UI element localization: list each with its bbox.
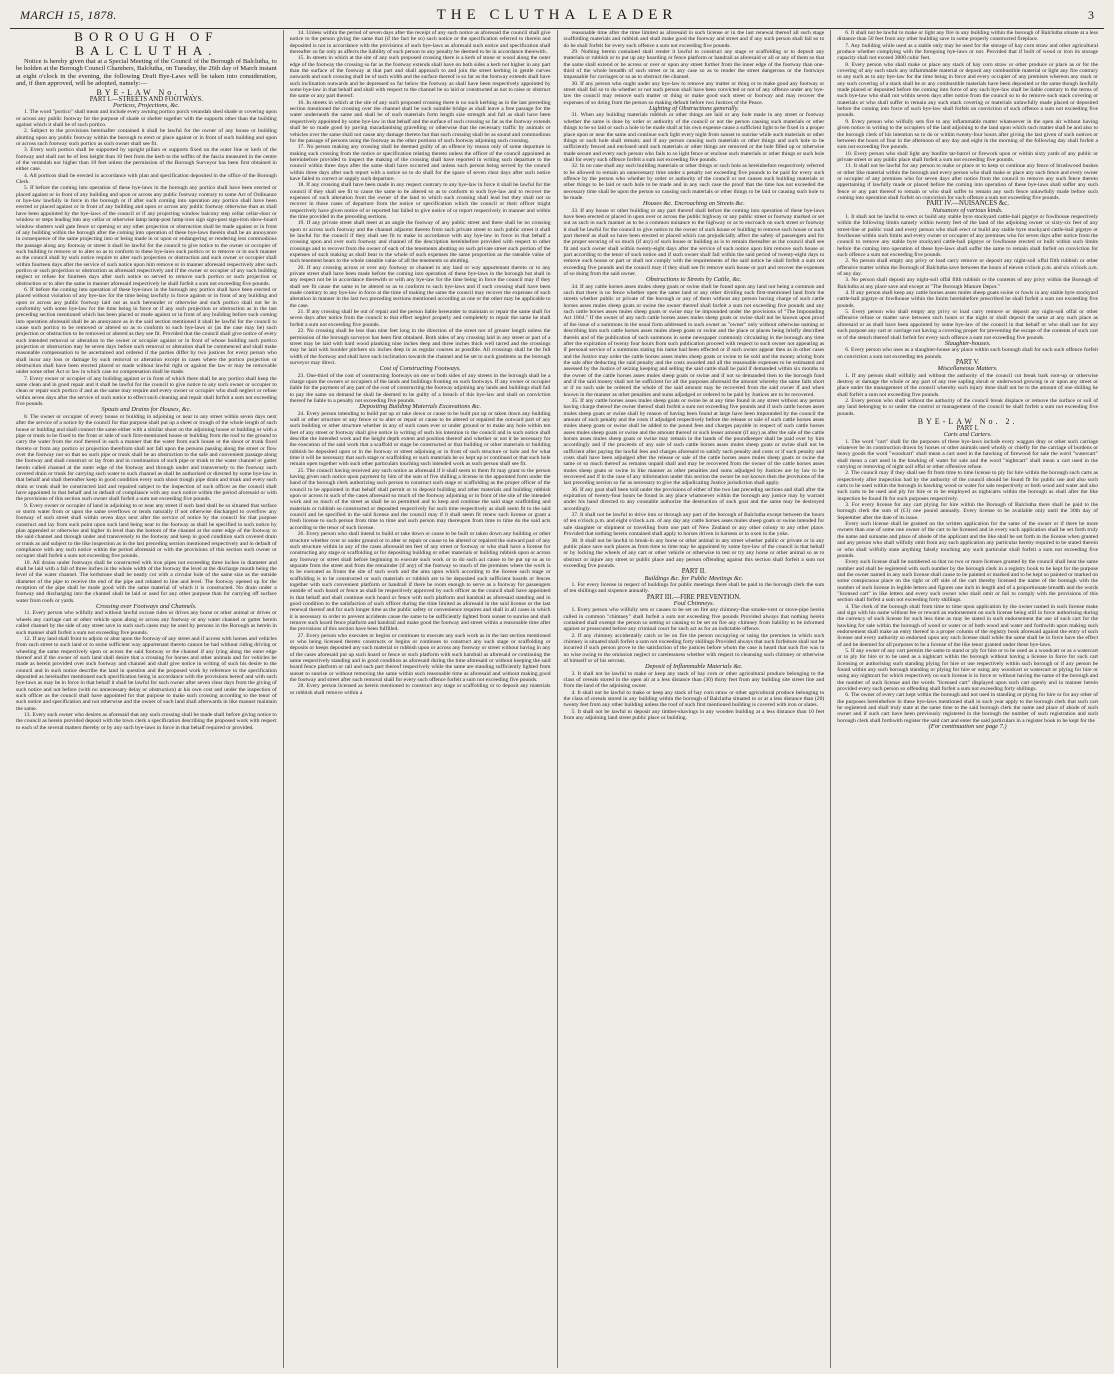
bye-law-paragraph: 3. For every license for any cart plying for hire within the Borough of Balclutha there shall be paid to the borough clerk the sum of (£1) one pound annually. Every license to be available only until the 30th day of September after the date of its issue. [837, 502, 1098, 521]
section-subheading: Porticos, Projections, &c. [113, 101, 180, 109]
bye-law-paragraph: 24. Every person intending to build put up or take down or cause to be built put up or taken down any building wall or other structure or any fence or to alter or repair or cause to be altered or repaired the outward part of any such building or other structure whether in any of such cases ever or under ground or to make any hole within ten feet of any street or footway shall give notice in writing of such his intention to the council and in such notice shall describe the intended work and the height depth extent and position thereof and whether or not it be necessary for the execution of the said work that a scaffold or stage be constructed or that building or other materials or building rubbish be deposited upon or in the footway or street adjoining or in front of such structure or hole and for what time it will be necessary that such stage or scaffolding or such materials be so kept up or continued or that such hole remain open together with such other particulars touching such intended work as such person shall see fit. [289, 410, 551, 468]
bye-law-paragraph: 31. When any building materials rubbish or other things are laid or any hole made in any street or footway whether the same is done by order or authority of the council or not the person causing such materials or other things to be so laid or such a hole to be made shall at his own expense cause a sufficient light to be fixed in a proper place upon or near the same and continue such light every night from sunset to sunrise while such materials or other things or such hole shall remain; and if any person causing such materials or other things and such hole to be sufficiently fenced and enclosed until such materials or other things are removed or the hole filled up or otherwise made secure and every such person who fails to so light fence or enclose such materials or other things or such hole shall for every such offence forfeit a sum not exceeding five pounds. [563, 112, 825, 163]
bye-law-paragraph: 5. Every person who shall empty any privy or load carry remove or deposit any night-soil offal or other offensive refuse or matter save between such hours or the night or shall deposit the same at any such place as aforesaid or as shall have been appointed by some bye-law of the council in that behalf or who shall use for any such purpose any cart or carriage not having a covering proper for preventing the escape of the contents of such cart or of the stench thereof shall forfeit for every such offence a sum not exceeding five pounds. [837, 309, 1098, 341]
column-1 [10, 30, 283, 1368]
column-2 [283, 30, 557, 1368]
part-heading: PART V. [955, 358, 980, 366]
bye-law-paragraph: 27. Every person who executes or begins or continues to execute any such work as in the last section mentioned or who being licensed thereto constructs or begins or continues to construct any such stage or scaffolding or deposits or keeps deposited any such material or rubbish upon or across any footway or street without having in any of the cases aforesaid put up such hoard or fence or such platform with such handrail as aforesaid or continuing the same respectively standing and in good condition as aforesaid during the time aforesaid or without keeping the said hoard fence platform or rail and such part thereof respectively while the same are standing sufficiently lighted from sunset to sunrise or without removing the same within such reasonable time as aforesaid and without making good the footway and street after such removal shall for every such offence forfeit a sum not exceeding five pounds. [289, 632, 551, 684]
section-subheading: Spouts and Drains for Houses, &c. [101, 406, 192, 414]
bye-law-paragraph: 12. If any land shall front to adjoin or abut upon the footway of any street and if access with horses and vehicles from such street to such land or to some sufficient way appurtenant thereto cannot be had without riding driving or wheeling the same respectively upon or across the said footway or the channel if any lying along the outer edge thereof and if the owner of such land shall desire that a crossing for horses and other animals and for vehicles be made as herein provided over such footway and channel and shall give notice in writing of such his desire to the council and in such notice describe the land in question and the proposed work by reference to the specification deposited as hereinafter mentioned such specification being in accordance with the provisions hereof and with such bye-laws as may be in force in that behalf it shall be lawful for such owner after seven clear days from the giving of such notice and not before (with no unnecessary delay or obstruction) at his own cost and under the inspection of such officer as the council shall have appointed for that purpose to make such crossing according to the tenor of such notice and specification and not otherwise and the owner of such land shall afterwards in like manner maintain the same. [16, 635, 277, 712]
bye-law-paragraph: 33. If any house or other building or any part thereof shall before the coming into operation of these bye-laws have been erected or placed in upon over or across the public highway or any public street or footway marked or set out as such in such manner as to be a common nuisance to the highway or as to encroach on such street or footway it shall be lawful for the council to give notice to the owner of such house or building to remove such house or such part thereof as shall so have been erected or placed which can prejudicially affect the safety of passengers and for the proper securing of so much (if any) of such house or building as is to remain thereafter as the council shall see fit and such owner shall within twenty-eight days after the service of such notice upon him remove such house or part according to the tenor of such notice and if such owner shall fail within the said period of twenty-eight days to remove such house or part or shall not comply with the requirements of the said notice he shall forfeit a sum not exceeding five pounds and the council may if they shall see fit remove such house or part and recover the expenses of so doing from the said owner. [563, 207, 825, 278]
bye-law-paragraph: 5. If before the coming into operation of these bye-laws in the borough any portico shall have been erected or placed against or in front of any building and upon or across any public footway contrary to some Act of Ordinance or bye-law lawfully in force in the borough or if after such coming into operation any portico shall have been erected or placed against or in front of any building and upon or across any public footway otherwise than as shall have been appointed by the bye-laws of the council or if any projecting window balcony step cellar cellar-door or window or steps leading into any cellar or otherwise lamp lamp-post lamp-iron sign sign-post sign-iron show-board window shutters wall gate fence or opening or any other projection or obstruction shall be made against or in front of any building within the borough after the coming into operation of these bye-laws therein shall be an annoyance in consequence of the same projecting into or being made in or upon or endangering or rendering less commodious the passage along any footway or street it shall be lawful for the council to give notice to the owner or occupier of such building to remove or to alter so as to conform to these bye-laws such portico or to remove or in such manner as the council shall by such notice require to alter such projection or obstruction and such owner or occupier shall within fourteen days after the service of such notice upon him remove or in manner aforesaid respectively alter such portico or such projection or obstruction as aforesaid respectively and if the owner or occupier of any such building neglect or refuse for fourteen days after such notice so served to remove such portico or such projection or obstruction or to alter the same in manner aforesaid respectively he shall forfeit a sum not exceeding five pounds. [16, 185, 277, 287]
column-3 [557, 30, 831, 1368]
bye-law-paragraph: Every such license shall be numbered so that no two or more licenses granted by the council shall bear the same number and shall be registered with such number by the borough clerk in a registry book to be kept for the purpose and the owner named in any such license shall cause to be painted or marked and to be kept so painted or marked on some conspicuous place on the right or off side of the cart thereby licensed the name of the borough with the number of such license in legible letters and figures one inch in length and of a proportionate breadth and the words "licensed cart" in like letters and every such owner who shall omit or fail to comply with the provisions of this section shall forfeit a sum not exceeding forty shillings. [837, 559, 1098, 604]
bye-law-paragraph: 2. No person shall empty any privy or load carry remove or deposit any night-soil offal filth rubbish or other offensive matter within the Borough of Balclutha save between the hours of eleven o'clock p.m. and six o'clock a.m. of any day. [837, 258, 1098, 278]
section-subheading: Houses &c. Encroaching on Streets &c. [642, 200, 745, 208]
section-subheading: Slaughter-houses. [944, 339, 991, 347]
bye-law-paragraph: 36. If any goat shall been told under the provisions of either of the two last preceding sections and shall after the expiration of twenty-four hours be found in any place whatsoever within the borough any justice may by warrant under his hand directed to any constable authorize the destruction of such goat and the same may be destroyed accordingly. [563, 486, 825, 512]
bye-law-paragraph: Every such license shall be granted on the written application for the same of the owner or if there be more owners than one of some one owner of the cart to be licensed and in every such application shall be set forth truly the name and surname and place of abode of the applicant and the like shall be set forth in the license when granted and any person who shall wilfully omit from any such application any particular hereby required to be stated therein or who shall wilfully state anything falsely touching any such particular shall forfeit a sum not exceeding five pounds. [837, 521, 1098, 559]
bye-law-paragraph: 4. It shall not be lawful to make or keep any stack of hay corn straw or other agricultural produce belonging to the class of cereals stored in any building within the borough of Balclutha situated to or at a less distance than (20) twenty feet from any other building unless the roof of such first mentioned building is covered with iron or slates. [563, 689, 825, 709]
bye-law-paragraph: 18. If any crossing shall have been made in any respect contrary to any bye-law in force it shall be lawful for the council if they shall see fit to cause the same to be altered so as to conform to such bye-law and to recover the expenses of such alteration from the owner of the land to which such crossing shall lead but they shall not so recover in those cases of departure from the notice or specification which the council or their officer might respectively have given notice of or reported but failed to give notice of or report respectively in manner and within the time provided in the preceding sections. [289, 182, 551, 220]
bye-law-paragraph: 7. Any building while used as a stable only may be used for the storage of hay corn straw and other agricultural produce whether complying with the foregoing bye-laws or not. Provided that if built of wood or iron its storage capacity shall not exceed 3000 cubic feet. [837, 42, 1098, 62]
bye-law-paragraph: 5. If any owner of any cart permits the same to stand or ply for hire or to be used as a woodcart or as a watercart or to ply for hire or to be used as a nightcart within the borough without having a license in force for such cart licensing or authorising such standing plying for hire or use respectively within such borough or if any person be found within any such borough standing or plying for hire or using any woodcart or watercart or plying for hire or using any nightcart for which respectively no such license is in force or without having the name of the borough and the number of such license and the words "licensed cart" displayed upon such cart openly and in manner herein provided every such person so offending shall forfeit a sum not exceeding forty shillings. [837, 648, 1098, 693]
bye-law-paragraph: 9. Every owner or occupier of land in adjoining to or near any street if such land shall be so situated that surface or storm water from or upon the same overflows or tends naturally if not otherwise discharged to overflow any footway of such street shall within seven days next after the service of notice by the council for that purpose construct and lay from such point upon such land being near to the footway as shall be specified in such notice by plan appended or otherwise and higher in level than the bottom of the channel at the outer edge of the footway to the said channel and through under and transversely to the footway and keep in good condition such covered drain or trunk as and subject to the like inspection as in the last preceding section mentioned respectively and in default of compliance with any such notice within the period aforesaid or with the provisions of this section such owner or occupier shall forfeit a sum not exceeding five pounds. [16, 502, 277, 560]
part-heading: PART I. [956, 424, 979, 432]
bye-law-paragraph: 10. All drains under footways shall be constructed with iron pipes not exceeding three inches in diameter and shall be laid with a fall of three inches in the whole width of the footway the level at the discharge mouth being the level of the water channel. The kerbstone shall be neatly cut with a circular hole of the same size as the outside diameter of the pipe to receive the end of the pipe and rebated to line and level. The footway opened up for the reception of the pipe shall be made good with the same material of which it is constructed. No drain under a footway and discharging into the channel shall be laid or used for any other purpose than for carrying off surface water from roofs or yards. [16, 559, 277, 604]
part-heading: PART I.—STREETS AND FOOTWAYS. [89, 95, 203, 103]
bye-law-paragraph: 2. The council may if they shall see fit from time to time license to ply for hire within the borough such carts as respectively after inspection had by the authority of the council should be found fit for public use and also such carts to be used within the borough in hawking wood or water for sale respectively or both wood and water and also such carts to be used and ply for hire or to be employed as nightcarts within the borough as shall after the like inspection be found fit for such purposes respectively. [837, 470, 1098, 502]
bye-law-paragraph: 21. If any crossing shall be out of repair and the person liable hereunder to maintain or repair the same shall for seven days after notice from the council to that effect neglect properly and completely to repair the same he shall forfeit a sum not exceeding five pounds. [289, 309, 551, 328]
section-subheading: Miscellaneous Matters. [937, 365, 998, 373]
bye-law-paragraph: 14. Unless within the period of seven days after the receipt of any such notice as aforesaid the council shall give notice to the person giving the same that (if the fact be so) such notice or the specification referred to therein and deposited is not in accordance with the provisions of such bye-laws as aforesaid such notice and specification shall thereafter so far only as affects the liability of such person to any penalty be deemed to be in accordance therewith. [289, 30, 551, 56]
bye-law-paragraph: 11. It shall not be lawful for any person to make or place or to keep or continue any fence of brushwood bushes or other like material within the borough and every person who shall make or place any such fence and every owner or occupier of any premises who for seven days after notice from the council to remove any such fence thereto appertaining if lawfully made or placed before the coming into operation of these bye-laws shall suffer any such fence or any part thereof to remain or who shall suffer to remain any such fence unlawfully made before such coming into operation shall forfeit on conviction for such offence a sum not exceeding five pounds. [837, 163, 1098, 201]
bye-law-paragraph: 35. If any cattle horses asses mules sheep goats or swine be at any time found in any street without any person having charge thereof the owner thereof shall forfeit a sum not exceeding five pounds and if such cattle horses asses mules sheep goats or swine shall by reason of having been found at large have been impounded by the council the amount of such penalty and the costs if adjudged respectively before the release or sale of such cattle horses asses mules sheep goats or swine shall be added to the pound fees and charges payable in respect of such cattle horses asses mules sheep goats or swine and the amount thereof or such lesser amount (if any) as after the sale of the cattle horses asses mules sheep goats or swine may remain in the hands of the poundkeeper shall be paid over by him accordingly and if the proceeds of any sale of such cattle horses asses mules sheep goats or swine shall not be sufficient after paying the lawful fees and charges aforesaid to satisfy such penalty and costs or if such penalty and costs shall have been adjudged after the release or sale of the cattle horses asses mules sheep goats or swine the same or so much thereof as remains unpaid shall and may be recovered from the owner of the cattle horses asses mules sheep goats or swine in like manner as other penalties and sums adjudged by Justices are by law to be recovered and if in the case of any information under this section the owner be not known then the provisions of the last preceding section so far as necessary to give the adjudicating Justice jurisdiction shall apply. [563, 397, 825, 487]
section-subheading: Carts and Carters. [943, 431, 992, 439]
bye-law-paragraph: 1. It shall not be lawful to erect or build any stable byre stockyard cattle-bail pigstye or fowlhouse respectively within the following limits namely within twenty feet of the land of the adjoining owner or sixty-six feet of any street-line or public road and every person who shall erect or build any stable byre stockyard cattle-bail pigstye or fowlhouse within such limits and every owner or occupier of any premises who for seven days after notice from the council to remove any stable byre stockyard cattle-bail pigstye or fowlhouse erected or built within such limits before the coming into operation of these bye-laws shall suffer the same to remain shall forfeit on conviction for such offence a sum not exceeding five pounds. [837, 213, 1098, 259]
bye-law-paragraph: 11. Every person who wilfully and without lawful excuse rides or drives any horse or other animal or drives or wheels any carriage cart or other vehicle upon along or across any footway or any water channel or gutter herein called channel by the side of any street save in such such cases may be used by persons in the Borough as herein in such manner shall forfeit a sum not exceeding five pounds. [16, 610, 277, 636]
bye-law-paragraph: 17. No person making any crossing shall be deemed guilty of an offence by reason only of some departure in making such crossing from the notice or specification relating thereto unless the officer of the council appointed as hereinbefore provided to inspect the making of the crossing shall have reported in writing such departure to the council within three days after the same shall have occurred and unless such person being served by the council within three days after such report with a notice so to do shall for the space of seven clear days after such notice have failed to correct or supply such departure. [289, 144, 551, 182]
notice-heading: BOROUGH OF BALCLUTHA. [74, 30, 219, 58]
section-subheading: Lighting of Obstructions generally. [648, 105, 739, 113]
section-subheading: Cost of Constructing Footways. [379, 365, 461, 373]
bye-law-paragraph: reasonable time after the time limited as aforesaid in such license or in the last renewal thereof all such stage scaffolding materials and rubbish and shall make good the footway and street and if any such person shall fail so to do he shall forfeit for every such offence a sum not exceeding five pounds. [563, 30, 825, 49]
bye-law-paragraph: 2. Every person who shall without the authority of the council break displace or remove the surface or soil of any land belonging to or under the control or management of the council he shall forfeit a sum not exceeding five pounds. [837, 397, 1098, 417]
bye-law-paragraph: 28. Every person licensed as herein mentioned to construct any stage or scaffolding or to deposit any materials or rubbish shall remove within a [289, 683, 551, 696]
bye-law-paragraph: 30. If any person who ought under any bye-law to remove any matter or thing or to make good any footway or street shall fail so to do whether or not such person shall have been convicted or not of any offence under any bye-law the council may remove such matter or thing or make good such street or footway and may recover the expenses of so doing from the person so making default before two Justices of the Peace. [563, 80, 825, 106]
bye-law-paragraph: 4. If any person shall keep any cattle horses asses mules sheep goats swine or fowls in any stable byre stockyard cattle-bail pigstye or fowlhouse within the limits hereinbefore prescribed he shall forfeit a sum not exceeding five pounds. [837, 290, 1098, 309]
section-subheading: Buildings &c. for Public Meetings &c. [644, 574, 744, 582]
bye-law-paragraph: 6. The owner of every cart kept within the borough and not used in standing or plying for hire or for any other of the purposes hereinbefore in these bye-laws mentioned shall in such year apply to the borough clerk that such cart be registered and shall truly state at the same time to the said borough clerk the name and place of abode of such owner and if such cart have been previously registered in the borough the number of such registration and such borough clerk shall forthwith register the said cart and enter the said particulars in a register book to be kept for the [837, 692, 1098, 724]
bye-law-paragraph: 25. The council having received any such notice as aforesaid if it shall seem to them fit may grant to the person having given such notice upon payment by him of the sum of five shilling a license in the appointed form under the hand of the borough clerk authorizing such person to construct such stage or scaffolding as the proper officer of the council to be appointed in that behalf shall permit or to deposit building and other materials and building rubbish upon or across in such of the cases aforesaid so much of the footway adjoining or in front of the site of the intended work and so much of the street as shall be so permitted and to keep and continue the said stage scaffolding and materials or rubbish so constructed or deposited respectively for such time respectively as shall seem fit to the said council and be specified in the said license and the council may if it shall seem fit renew such license or grant a fresh license to such person from time to time and such person may thereupon from time to time do the said acts according to the tenor of such license. [289, 467, 551, 531]
bye-law-paragraph: 1. Every person who wilfully sets or causes to be set on fire any chimney-flue smoke-vent or stove-pipe herein called in common "chimney" shall forfeit a sum not exceeding five pounds Provided always that nothing herein contained shall exempt the person so setting or causing to be set on fire any chimney from liability to be informed against or prosecuted before any criminal court for such act as for an indictable offence. [563, 607, 825, 633]
part-heading: PART IV.—NUISANCES &c. [926, 200, 1009, 208]
bye-law-paragraph: 1. If any person shall wilfully and without the authority of the council cut break bark root-up or otherwise destroy or damage the whole or any part of any tree sapling shrub or underwood growing in or upon any street or place under the management of the council whereby such injury done shall not be to the amount of one shilling he shall forfeit a sum not exceeding five pounds. [837, 372, 1098, 398]
bye-law-paragraph: 10. Every person who shall light any bonfire tar-barrel or firework upon or within sixty yards of any public or private street or any public place shall forfeit a sum not exceeding five pounds. [837, 150, 1098, 163]
bye-law-paragraph: 4. The clerk of the borough shall from time to time upon application by the owner named in such license make and sign with his name without fee or reward an endorsement on such license being still in force authorising during the currency of such license for such less time as may be stated in such endorsement the use of such cart for the hawking for sale within the borough of wood or water or of both wood and water and forthwith upon making such endorsement shall make an entry thereof in a proper column of the registry book aforesaid against the entry of such license and every authority so endorsed upon any such license shall while the same shall be in force have the effect of and be deemed for all purposes to be a license of the like tenor granted under these bye-laws. [837, 603, 1098, 648]
bye-law-paragraph: 8. The owner or occupier of every house or building in adjoining or near to any street within seven days next after the service of a notice by the council for that purpose shall put up a sheet or trough of the whole length of such house or building and shall connect the same either with a similar shoot on the adjoining house or building or with a pipe or trunk to be fixed to the front or side of such first-mentioned house or building from the roof to the ground to carry the water from the roof thereof in such a manner that the water from such house or the shoot or trunk fixed thereto or from any portico or projection therefrom shall not fall upon the persons passing along the street or flow over the footway nor so that no such pipe or trunk shall be an obstruction to the safe and convenient passage along the footway and shall construct or lay from and in continuation of such pipe or trunk to the water channel or gutter herein called channel at the outer edge of the footway and through under and transversely to the footway such covered drain or trunk for carrying such water to such channel as shall be authorised or directed by some bye-law in that behalf and shall thereafter keep in good condition every such shoot trough pipe drain and trunk and every such drain or trunk shall be constructed laid and repaired subject to the inspection of such officer as the council shall have appointed in that behalf and in default of compliance with any such notice within the period aforesaid or with the provisions of this section such owner shall forfeit a sum not exceeding five pounds. [16, 413, 277, 503]
bye-law-heading: BYE-LAW No. 1. [96, 87, 197, 97]
bye-law-paragraph: 6. Every person who uses as a slaughter-house any place within such borough shall for such such offence forfeit on conviction a sum not exceeding ten pounds. [837, 347, 1098, 360]
section-subheading: Obstructions to Streets by Cattle, &c. [645, 276, 742, 284]
bye-law-paragraph: 13. Every such owner who desires as aforesaid that any such crossing shall be made shall before giving notice to the council as herein provided deposit with the town clerk a specification describing the proposed work with respect to each of the several matters thereby or by any such bye-laws in force in that behalf required or provided. [16, 711, 277, 731]
bye-law-paragraph: 1. For every license in respect of buildings for public meetings there shall be paid to the borough clerk the sum of ten shillings and sixpence annually. [563, 581, 825, 595]
bye-law-paragraph: 1. The word "portico" shall mean and include every awning portico porch verandah shed shade or covering upon or across any public footway for the purpose of shade or shelter together with the supports other than the building against which it shall be of such portico. [16, 109, 277, 128]
section-subheading: Deposit of Inflammable Materials &c. [644, 663, 743, 671]
bye-law-heading: BYE-LAW No. 2. [917, 416, 1018, 426]
bye-law-paragraph: 22. No crossing shall be less than nine feet long in the direction of the street nor of greater length unless the permission of the borough surveyor has been first obtained. Both sides of any crossing laid in any street or part of a street may be laid with hard wood planking nine inches deep and three inches thick well tarred and the crossings may be laid with boulder pitchers six inches deep in as regular courses as possible. All crossings shall be the full width of the footway and shall have such inclination towards the channel and be set to such gradients as the borough surveyor may direct. [289, 328, 551, 366]
section-subheading: Nuisances of various kinds. [932, 206, 1003, 214]
bye-law-paragraph: 29. Nothing herein contained shall render it lawful to construct any stage or scaffolding or to deposit any materials or rubbish or to put up any hoarding or fence platform or handrail as aforesaid or all or any of them so that the same shall extend or be across or over or upon any street further from the inner edge of the footway than one-third of the whole breadth of such street or in any case so as to render the street dangerous or the footways impassable for carriages or so as to obstruct the channel. [563, 49, 825, 81]
bye-law-paragraph: 8. Every person who shall make or place any stack of hay corn straw or other produce or place as or for the covering of any such stack any inflammable material or deposit any combustible material or light any fire contrary to any such as to any bye-law for the time being in force and every occupier of any premises whereon any stack or any such covering of a stack shall be or any combustible materials have been deposited or the same though lawfully made placed or deposited before the coming into force of any such bye-law shall be liable contrary to the terms of such bye-law who shall not within seven days after notice from the council so to do remove such stack covering or materials or who shall suffer to remain any such stack covering or materials unlawfully made placed or deposited before the coming into force of such bye-law shall forfeit on conviction of such offence a sum not exceeding five pounds. [837, 61, 1098, 119]
bye-law-paragraph: 3. Every such portico shall be supported by upright pillars or supports fixed on the outer line or kerb of the footway and shall not be of less height than 10 feet from the kerb to the soffits of the fascia measured in the centre of the verandah nor higher than 10 feet unless the permission of the Borough Surveyor has been first obtained in either case. [16, 147, 277, 173]
section-subheading: Depositing Building Materials Excavations &c. [359, 403, 482, 411]
bye-law-paragraph: 2. Subject to the provisions hereinafter contained it shall be lawful for the owner of any house or building abutting upon any public footway within the borough to erect or place against or in front of such building and upon or across such footway such portico as such owner shall see fit. [16, 128, 277, 148]
newspaper-title: THE CLUTHA LEADER [436, 7, 678, 23]
text-columns [10, 30, 1104, 1368]
bye-law-paragraph: 2. If any chimney accidentally catch or be on fire the person occupying or using the premises in which such chimney is situated shall forfeit a sum not exceeding forty shillings Provided always that such forfeiture shall not be incurred if such person prove to the satisfaction of the justices before whom the case is heard that such fire was in no wise owing to the omission neglect or carelessness whether with respect to cleansing such chimney or otherwise of himself or of his servant. [563, 632, 825, 665]
bye-law-paragraph: 4. All porticos shall be erected in accordance with plan and specification deposited in the office of the Borough Clerk. [16, 172, 277, 186]
page-number: 3 [1088, 8, 1094, 22]
bye-law-paragraph: 19. If any private street shall meet at an angle the footway of any public street and there shall be no crossing upon or across such footway and the channel adjacent thereto from such private street to such public street it shall be lawful for the council if they shall see fit to make in accordance with any bye-law in force in that behalf a crossing upon and over such footway and channel of the description hereinbefore provided with respect to other crossings and to recover from the owner of each of the tenements abutting on such private street such portion of the expenses of such making as shall bear to the whole of such expenses the same proportion as the rateable value of such tenement bears to the whole rateable value of all the tenements so abutting. [289, 220, 551, 265]
masthead [10, 4, 1104, 29]
bye-law-paragraph: 6. If before the coming into operation of these bye-laws in the borough any portico shall have been erected or placed without violation of any bye-law for the time being lawfully in force against or in front of any building and upon or across any public footway laid out as such hereunder or otherwise and such portico shall not be in conformity with some bye-law for the time being in force or if any such projection or obstruction as in the last preceding section mentioned which has been placed or made against or in front of any building before such coming into operation aforesaid shall be an annoyance as in the said section mentioned it shall be lawful for the council to cause such portico to be removed or altered so as to conform to such bye-laws or (as the case may be) such projection or obstruction to be removed or altered as they see fit. Provided that the council shall give notice of every such intended removal or alteration to the owner or occupier against or in front of whose building such portico projection or obstruction may be seven days before such removal or alteration shall be commenced and shall make reasonable compensation to be ascertained and ordered if the parties differ by two justices for every person who shall incur any loss or damage by such removal or alteration except in cases where the portico projection or obstruction shall have been erected placed or made without lawful right or against the law or may be removable under some other Act or law in which case no compensation shall be made. [16, 286, 277, 376]
bye-law-paragraph: 3. No person shall deposit any night-soil offal filth rubbish or the contents of any privy within the Borough of Balclutha at any place save and except at "The Borough Manure Depot." [837, 277, 1098, 290]
bye-law-paragraph: 32. In no case shall any such building materials or other things or such hole as hereinbefore respectively referred to be allowed to remain an unnecessary time under a penalty not exceeding five pounds to be paid for every such offence by the person who whether by order or authority of the council or not causes such building materials or other things to be laid or such hole to be made and in any such case the proof that the time has not exceeded the necessary time shall be upon the person so causing such materials or other things to be laid or causing such hole to be made. [563, 163, 825, 201]
section-subheading: Crossing over Footways and Channels. [95, 603, 197, 611]
bye-law-paragraph: 15. In streets in which at the site of any such proposed crossing there is a kerb of stone or wood along the outer edge of the footway the crossing so far as the footway extends shall have on both sides a kerb not higher in any part than the surface of the footway at that part and shall approach to and join the street kerbing in gentle curves outwards and such crossing shall be of such width and the surface thereof is so far as the footway extends shall have such inclination outwards and be depressed so far below the footway as shall have been respectively appointed by some bye-law in that behalf and shall with respect to the channel be so laid or constructed as not to raise or obstruct the same or any part thereof. [289, 55, 551, 100]
bye-law-paragraph: 6. It shall not be lawful to make or light any fire in any building within the borough of Balclutha situate at a less distance than 50 feet from any other building save in some properly constructed fireplace. [837, 30, 1098, 43]
bye-law-paragraph: 9. Every person who wilfully sets fire to any inflammable matter whatsoever in the open air without having given notice in writing to the occupiers of the land adjoining to the land upon which such matter shall be and also to the borough clerk of his intention so to do or within twenty-four hours after giving the last given of such notices or between the hours of four in the afternoon of any day and eight in the morning of the following day shall forfeit a sum not exceeding five pounds. [837, 118, 1098, 151]
bye-law-paragraph: 37. It shall not be lawful to drive into or through any part of the borough of Balclutha except between the hours of ten o'clock p.m. and eight o'clock a.m. of any day any cattle horses asses mules sheep goats or swine intended for sale slaughter or shipment or travelling from one part of New Zealand or any other colony to any other place. Provided that nothing herein contained shall apply to horses driven in harness or to oxen in the yoke. [563, 512, 825, 538]
bye-law-paragraph: 7. Every owner or occupier of any building against or in front of which there shall be any portico shall keep the same clean and in good repair and it shall be lawful for the council to give notice to any such owner or occupier to clean or repair such portico if and as the same may require and every owner or occupier who shall neglect or refuse within seven days after the service of such notice to effect such cleaning and repair shall forfeit a sum not exceeding five pounds. [16, 375, 277, 408]
issue-date: MARCH 15, 1878. [20, 8, 117, 22]
bye-law-paragraph: 16. In streets in which at the site of any such proposed crossing there is no such kerbing as in the last preceding section mentioned the crossing over the channel shall be such suitable bridge as shall leave a free passage for the water underneath the same and shall be of such materials form length size strength and fall as shall have been respectively appointed by some bye-law in that behalf and the surface of such crossing so far as the footway extends shall be so made good by paving macadamising gravelling or otherwise that the necessary traffic by animals or vehicles over the same shall not cause any damage thereto but that such crossing shall be as sound and commodious for the passage of persons using the footway as the other portions of such footway adjoining such crossing. [289, 99, 551, 144]
notice-paragraph: Notice is hereby given that at a Special Meeting of the Council of the Borough of Balclutha, to be holden at the Borough Council Chambers, Balclutha, on Tuesday, the 26th day of March instant at eight o'clock in the evening, the following Draft Bye-Laws will be taken into consideration, and, if then approved, will be adopted, namely:— [16, 58, 277, 88]
bye-law-paragraph: 38. It shall not be lawful to break-in any horse or other animal in any street whether public or private or in any public place save such places as from time to time may be appointed by some bye-law of the council in that behalf or by locking the wheels of any cart or other vehicle or otherwise to test or try any horse or other animal so as to obstruct or injure any street or public place and any person offending against this section shall forfeit a sum not exceeding five pounds. [563, 537, 825, 569]
bye-law-paragraph: 20. If any crossing across or over any footway or channel to any land or way appurtenant thereto or to any private street shall have been made before the coming into operation of these bye-laws in the borough but shall in any respect not be in accordance therewith or with any bye-law for the time being in force the council may if they shall see fit cause the same to be altered so as to conform to such bye-laws and if such crossing shall have been made contrary to any bye-law in force at the time of making the same the council may recover the expenses of such alteration in manner in the last two preceding sections mentioned according as one or the other may be applicable to the case. [289, 264, 551, 309]
bye-law-paragraph: 26. Every person who shall intend to build or take down or cause to be built or taken down any building or other structure whether over or under ground or to alter or repair or cause to be altered or repaired the outward part of any such structure within in any of the cases aforesaid ten feet of any street or footway or who shall have a license for constructing any stage or scaffolding or for depositing building or other materials or building rubbish upon or across any footway or street shall before beginning to execute such work or to do such act cause to be put up so as to separate from the street and from the remainder (if any) of the footway so much of the premises where the work is to be executed as fronts the site of such work and the area upon which according to the license such stage or scaffolding is to be constructed or such materials or rubbish are to be deposited such sufficient boards or fences together with such convenient platform or handrail if there be room enough to serve as a footway for passengers outside of such hoard or fence as shall be respectively approved by such officer as the council shall have appointed in that behalf and shall continue such hoard or fence with such platform and handrail as aforesaid standing and in good condition to the satisfaction of such officer during the time limited as aforesaid in the said license or the last renewal thereof and for such longer time as the public safety or convenience requires and shall in all cases in which it is necessary in order to prevent accidents cause the same to be sufficiently lighted from sunset to sunrise and shall remove such hoard fence platform and handrail and make good the footway and street within a reasonable time after the provisions of this section have been fulfilled. [289, 531, 551, 633]
bye-law-paragraph: 34. If any cattle horses asses mules sheep goats or swine shall be found upon any land not being a common and such that there is no fence whether open the same land or any other dividing such first-mentioned land from the streets whether public or private of the borough or any of them without any person having charge of such cattle horses asses mules sheep goats or swine the owner thereof shall forfeit a sum not exceeding five pounds and any such cattle horses asses mules sheep goats or swine may be impounded under the provisions of "The Impounding Act 1864." If the owner of any such cattle horses asses mules sheep goats or swine shall not be known upon proof of the issue of a summons in the usual form addressed to such owner as "owner" only without otherwise naming or describing him such cattle horses asses mules sheep goats or swine and the place or places being briefly described therein and of the publication of such summons in some newspaper commonly circulating in the borough any time after the expiration of twenty four hours from such publication proceed with respect to such owner not appearing as if personal service of a summons stating his name had been effected or if such owner appear then as in other cases and the Justice may order the cattle horses asses mules sheep goats or swine to be sold and the money arising from the sale after deducting the said penalty and the costs awarded and all the reasonable expenses to be estimated and assessed by the Justice of seizing keeping and selling the said cattle shall be paid if demanded within six months to the owner of the cattle horses asses mules sheep goats or swine and if not so demanded then to the borough fund and if the said money shall not be sufficient for all the purposes aforesaid the amount whereby the same falls short or if no such sale be ordered the whole of the said amount may be recovered from the said owner if and when known in the manner as other penalties and sums adjudged or ordered to be paid by Justices are to be recovered. [563, 283, 825, 398]
section-subheading: Foul Chimneys. [673, 599, 715, 607]
part-heading: PART III.—FIRE PREVENTION. [646, 593, 741, 601]
bye-law-paragraph: 1. The word "cart" shall for the purposes of these bye-laws include every waggon dray or other such carriage whatever be its construction drawn by horses or other animals used wholly or chiefly for the carriage of burdens or heavy goods the word "woodcart" shall mean a cart used in the hawking of firewood for sale the word "watercart" shall mean a cart used in the hawking of water for sale and the word "nightcart" shall mean a cart used in the carrying or removing of night soil offal or other offensive refuse. [837, 438, 1098, 471]
bye-law-paragraph: 23. One-third of the cost of constructing footways on one or both sides of any streets in the borough shall be a charge upon the owners or occupiers of the lands and buildings fronting on such footways. If any owner or occupier liable for the payment of any part of the cost of constructing the footway adjoining any lands and buildings shall fail to pay the same on demand he shall be deemed to be guilty of a breach of this bye-law and shall on conviction thereof be liable to a penalty not exceeding five pounds. [289, 372, 551, 404]
continuation-note: (For continuation see page 7.) [928, 723, 1007, 731]
bye-law-paragraph: 3. It shall not be lawful to make or keep any stack of hay corn or other agricultural produce belonging to the class of cereals stored in the open air at a less distance than (30) thirty feet from any building site street line and from the land of the adjoining owner. [563, 670, 825, 690]
bye-law-paragraph: 5. It shall not be lawful to deposit any timber-shavings in any wooden building at a less distance than 10 feet from any adjoining land street public place or building. [563, 708, 825, 722]
column-4 [830, 30, 1104, 1368]
part-heading: PART II. [681, 568, 706, 576]
